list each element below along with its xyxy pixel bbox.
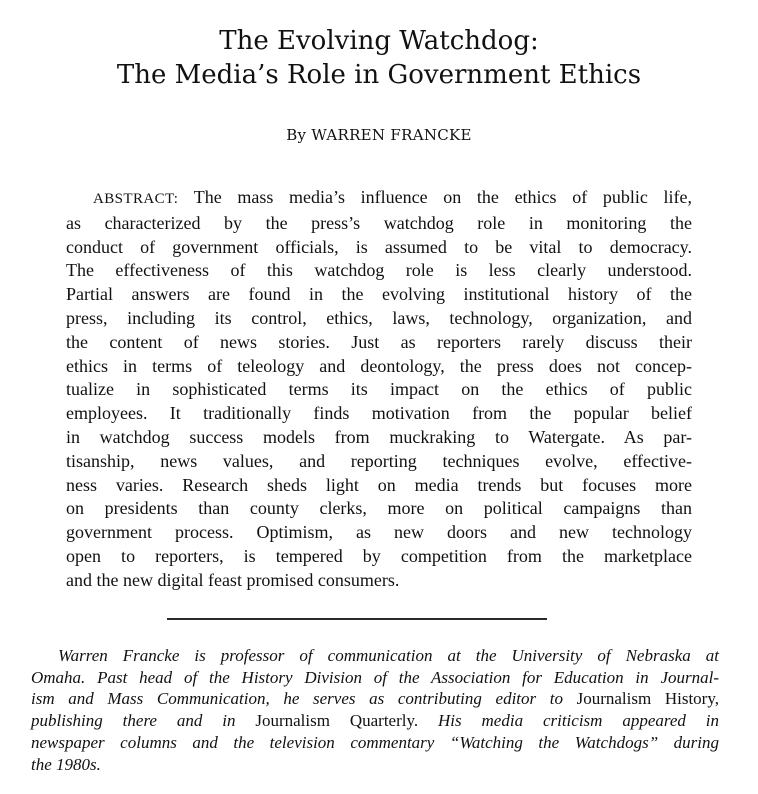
abstract-line: the content of news stories. Just as reporters rarely discuss their [66,331,692,352]
abstract-line: as characterized by the press’s watchdog role in monitoring the [66,212,692,233]
journal-name: Journalism History, [576,689,719,709]
article-title [0,24,758,92]
author-bio-line [31,688,719,710]
author-bio-line [31,710,719,732]
abstract-line: press, including its control, ethics, laws, technology, organization, and [66,307,692,328]
abstract-line: Partial answers are found in the evolving institutional history of the [66,284,692,305]
abstract-line: ness varies. Research sheds light on media trends but focuses more [66,474,692,495]
author-bio-line [31,667,719,689]
abstract-line: ethics in terms of teleology and deontology, the press does not concep- [66,355,692,376]
byline [0,126,758,144]
abstract-line: The effectiveness of this watchdog role is less clearly understood. [66,260,692,281]
byline-author: WARREN FRANCKE [311,126,472,144]
bio-text: publishing there and in [31,711,256,731]
abstract-line: open to reporters, is tempered by competition from the marketplace [66,545,692,566]
author-bio-line [31,645,719,667]
author-bio [31,645,719,775]
abstract-line: tisanship, news values, and reporting techniques evolve, effective- [66,450,692,471]
bio-text: ism and Mass Communication, he serves as contributing editor to [31,689,577,709]
abstract-line: tualize in sophisticated terms its impact on the ethics of public [66,379,692,400]
byline-prefix: By [286,126,307,144]
author-bio-line [31,754,719,776]
bio-text: Warren Francke is professor of communication at the University of Nebraska at [58,646,719,665]
article-title-line1: The Evolving Watchdog: [219,26,539,56]
abstract-line: on presidents than county clerks, more on political campaigns than [66,498,692,519]
section-divider [167,618,547,620]
article-title-line2: The Media’s Role in Government Ethics [116,60,642,90]
abstract-label: ABSTRACT: [93,191,179,207]
abstract-line: in watchdog success models from muckraking to Watergate. As par- [66,426,692,447]
abstract-line: conduct of government officials, is assumed to be vital to democracy. [66,236,692,257]
bio-text: the 1980s. [31,754,101,774]
bio-text: newspaper columns and the television commentary “Watching the Watchdogs” during [31,732,719,752]
abstract-paragraph [66,186,692,593]
journal-name: Journalism Quarterly. [255,711,419,731]
abstract-line: employees. It traditionally finds motivation from the popular belief [66,403,692,424]
abstract-line: and the new digital feast promised consumers. [66,569,400,590]
author-bio-line [31,732,719,754]
bio-text: Omaha. Past head of the History Division of the Association for Education in Journal- [31,667,719,687]
abstract-line: ABSTRACT: The mass media’s influence on the ethics of public life, [93,187,692,207]
abstract-line: government process. Optimism, as new doors and new technology [66,522,692,543]
bio-text: His media criticism appeared in [418,711,720,731]
